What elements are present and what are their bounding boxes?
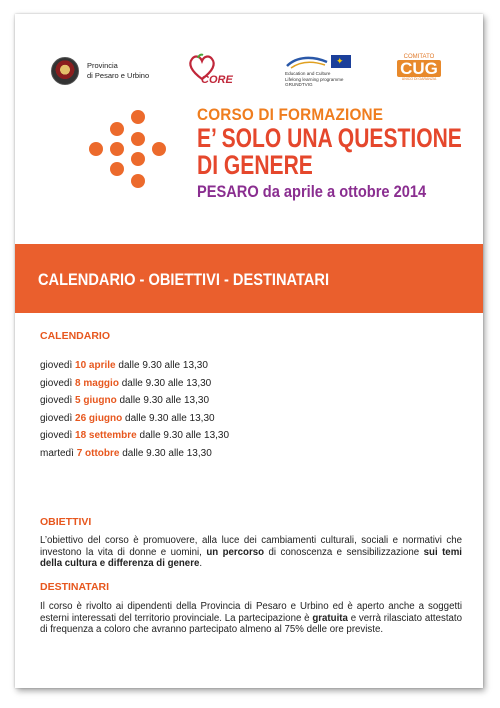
education-swoosh-icon [285, 54, 329, 70]
date: 18 settembre [75, 430, 137, 442]
flyer-page [15, 14, 483, 688]
calendar-heading: CALENDARIO [40, 330, 110, 342]
province-name [87, 61, 149, 81]
main-title-line-2: DI GENERE [197, 150, 313, 180]
time: dalle 9.30 alle 13,30 [118, 360, 208, 371]
eu-line-3: GRUNDTVIG [285, 82, 313, 88]
course-label: CORSO DI FORMAZIONE [197, 105, 384, 124]
objectives-text-c: . [199, 558, 203, 570]
dot [89, 142, 103, 156]
cug-logo [397, 54, 441, 90]
province-seal-icon [51, 57, 79, 85]
date: 5 giugno [75, 395, 117, 407]
calendar-row [40, 410, 229, 428]
title-block [197, 105, 483, 202]
province-line-2: di Pesaro e Urbino [87, 71, 150, 80]
eu-programme-text [285, 71, 343, 88]
date: 8 maggio [75, 377, 119, 389]
day: giovedì [40, 412, 73, 424]
eu-flag-icon: ✦ [331, 55, 351, 68]
main-title-line-1: E’ SOLO UNA QUESTIONE [197, 123, 462, 153]
calendar-row [40, 427, 229, 445]
objectives-text-b: di conoscenza e sensibilizzazione [268, 546, 420, 558]
objectives-text-a: L’obiettivo del corso è promuovere, alla luce dei cambiamenti culturali, sociali e normativi che investono la vita di donne e uomini, [40, 535, 462, 558]
calendar-row [40, 357, 229, 375]
eu-programme-logo [283, 54, 373, 94]
logo-row [15, 14, 483, 94]
cug-main-text: CUG [397, 60, 441, 77]
calendar-list [40, 357, 229, 463]
day: giovedì [40, 395, 73, 407]
time: dalle 9.30 alle 13,30 [121, 377, 212, 389]
time: dalle 9.30 alle 13,30 [139, 430, 230, 442]
day: giovedì [40, 360, 73, 371]
day: giovedì [40, 430, 73, 442]
dot [131, 152, 145, 166]
date: 26 giugno [75, 412, 123, 424]
dot [110, 122, 124, 136]
core-logo-text: CORE [201, 74, 233, 86]
objectives-heading: OBIETTIVI [40, 516, 92, 528]
date-subtitle: PESARO da aprile a ottobre 2014 [197, 182, 427, 201]
recipients-bold-a: gratuita [312, 612, 348, 624]
dot [131, 132, 145, 146]
dot [152, 142, 166, 156]
calendar-row [40, 392, 229, 410]
recipients-text-b: e verrà rilasciato attestato di frequenza a coloro che avranno partecipato almeno al 75% delle ore previste. [40, 612, 462, 636]
dot [131, 110, 145, 124]
recipients-text-a: Il corso è rivolto ai dipendenti della Provincia di Pesaro e Urbino ed è aperto anche a soggetti esterni interessati del territorio provinciale. La partecipazione è [40, 601, 462, 624]
time: dalle 9.30 alle 13,30 [122, 447, 212, 459]
time: dalle 9.30 alle 13,30 [119, 395, 210, 407]
date: 7 ottobre [76, 447, 120, 459]
cug-top-text: COMITATO [403, 54, 435, 60]
calendar-row [40, 445, 229, 463]
day: giovedì [40, 377, 73, 389]
dot [131, 174, 145, 188]
objectives-bold-b: sui temi della cultura e differenza di genere [40, 546, 463, 570]
day: martedì [40, 447, 74, 459]
core-logo [187, 52, 237, 92]
section-band [15, 244, 483, 313]
province-logo [51, 57, 149, 85]
recipients-paragraph [40, 601, 462, 636]
objectives-bold-a: un percorso [206, 546, 265, 558]
dot [110, 142, 124, 156]
band-title: CALENDARIO - OBIETTIVI - DESTINATARI [38, 270, 330, 289]
date: 10 aprile [75, 360, 116, 371]
objectives-paragraph [40, 535, 462, 570]
dot-pattern-graphic [89, 110, 169, 210]
cug-bottom-text: UNICO DI GARANZIA [401, 77, 437, 81]
calendar-row [40, 375, 229, 393]
eu-line-1: Education and Culture [285, 71, 331, 76]
recipients-heading: DESTINATARI [40, 581, 110, 593]
eu-line-2: Lifelong learning programme [285, 76, 344, 82]
time: dalle 9.30 alle 13,30 [125, 412, 215, 424]
province-line-1: Provincia [87, 61, 118, 70]
dot [110, 162, 124, 176]
